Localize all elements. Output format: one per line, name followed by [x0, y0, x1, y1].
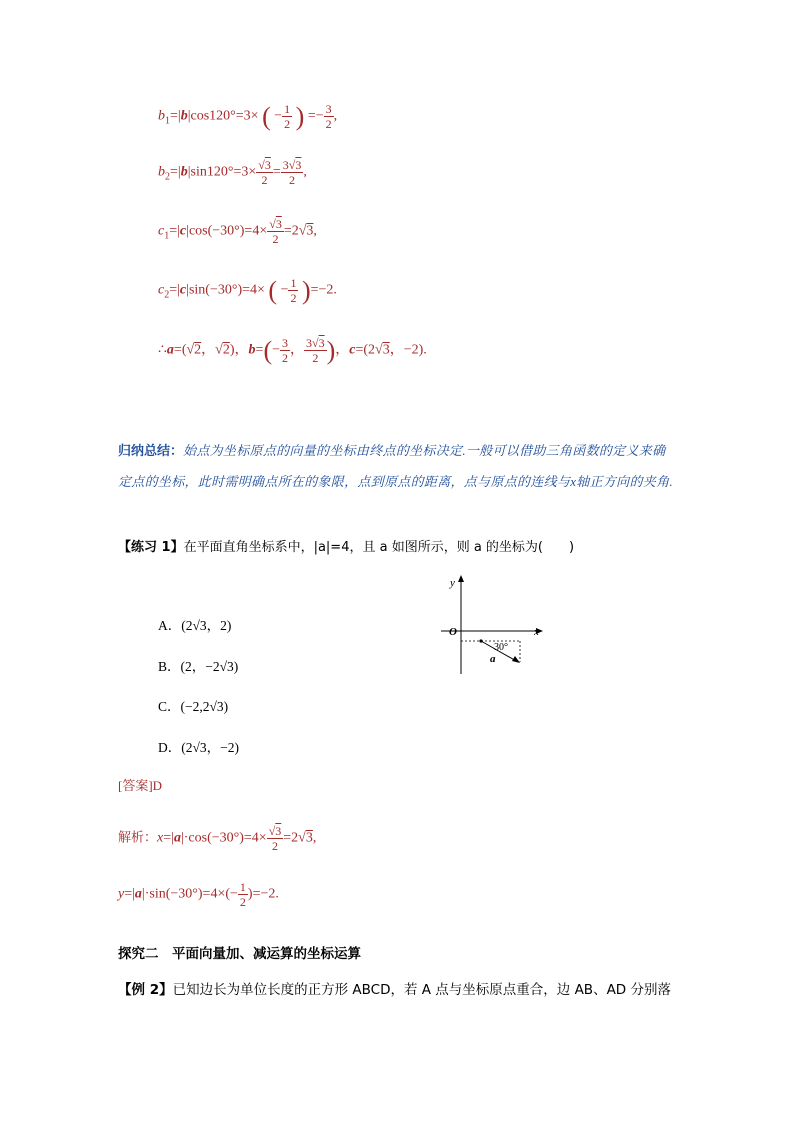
option-b[interactable] — [158, 655, 238, 675]
option-a[interactable] — [158, 614, 231, 634]
analysis-label: 解析： — [118, 830, 158, 846]
vector-figure — [436, 574, 576, 684]
summary-title: 归纳总结： — [118, 444, 184, 459]
example-text: 已知边长为单位长度的正方形 ABCD，若 A 点与坐标原点重合，边 AB、AD 分别落 — [172, 982, 671, 998]
analysis-line1: 解析：x=|a|·cos(−30°)=4× $\frac{√3}{2}$ =2√3, — [118, 824, 317, 853]
vector-start-point — [479, 639, 482, 642]
section-heading: 探究二 平面向量加、减运算的坐标运算 — [118, 946, 361, 962]
option-text: (2√3，−2) — [181, 740, 240, 755]
exercise-question — [118, 536, 574, 556]
exercise-tag: 【练习 1】 — [118, 540, 184, 555]
option-text: (−2,2√3) — [180, 699, 229, 714]
example-tag: 【例 2】 — [118, 982, 173, 998]
option-letter: A． — [158, 618, 182, 633]
solution-line-c2: $c_2=|c|\sin(-30^\circ)=4\times$ ( − $\frac{1}{2}$ )=−2. — [158, 275, 337, 305]
solution-line-b2: $b_2=|b|\sin 120^\circ=3\times$ $\frac{√3}{2}$ = $\frac{3√3}{2}$ , — [158, 158, 307, 187]
angle-label: 30° — [494, 642, 508, 653]
option-d[interactable] — [158, 736, 239, 756]
example-2 — [118, 978, 671, 998]
answer-line: [答案]D — [118, 778, 163, 793]
y-axis-label: y — [450, 577, 455, 589]
option-letter: B． — [158, 659, 181, 674]
solution-conclusion: ∴a=(√2，√2)，b=(− $\frac{3}{2}$ ， $\frac{3√3}{2}$ )，c=(2√3，−2). — [158, 335, 427, 365]
summary-body: 始点为坐标原点的向量的坐标由终点的坐标决定.一般可以借助三角函数的定义来确定点的坐标，此时需明确点所在的象限，点到原点的距离，点与原点的连线与x轴正方向的夹角. — [118, 443, 673, 489]
option-text: (2，−2√3) — [180, 659, 239, 674]
x-axis-label: x — [534, 626, 539, 638]
vector-a-arrow — [512, 656, 520, 663]
origin-label: O — [449, 626, 457, 638]
analysis-line2: y=|a|·sin(−30°)=4×(− $\frac{1}{2}$ )=−2. — [118, 880, 279, 909]
option-c[interactable] — [158, 695, 228, 715]
summary-block — [118, 436, 678, 497]
y-arrow — [458, 575, 464, 582]
solution-line-b1: $b_1=|b|\cos 120^\circ=3\times$ ( − $\frac{1}{2}$ ) =− $\frac{3}{2}$ , — [158, 101, 338, 131]
exercise-question-text: 在平面直角坐标系中，|a|=4，且 a 如图所示，则 a 的坐标为( ) — [183, 540, 575, 555]
solution-line-c1: $c_1=|c|\cos(-30^\circ)=4\times$ $\frac{√3}{2}$ =2√3, — [158, 217, 317, 246]
option-text: (2√3，2) — [181, 618, 232, 633]
option-letter: D． — [158, 740, 182, 755]
vector-label: a — [490, 653, 496, 665]
option-letter: C． — [158, 699, 181, 714]
